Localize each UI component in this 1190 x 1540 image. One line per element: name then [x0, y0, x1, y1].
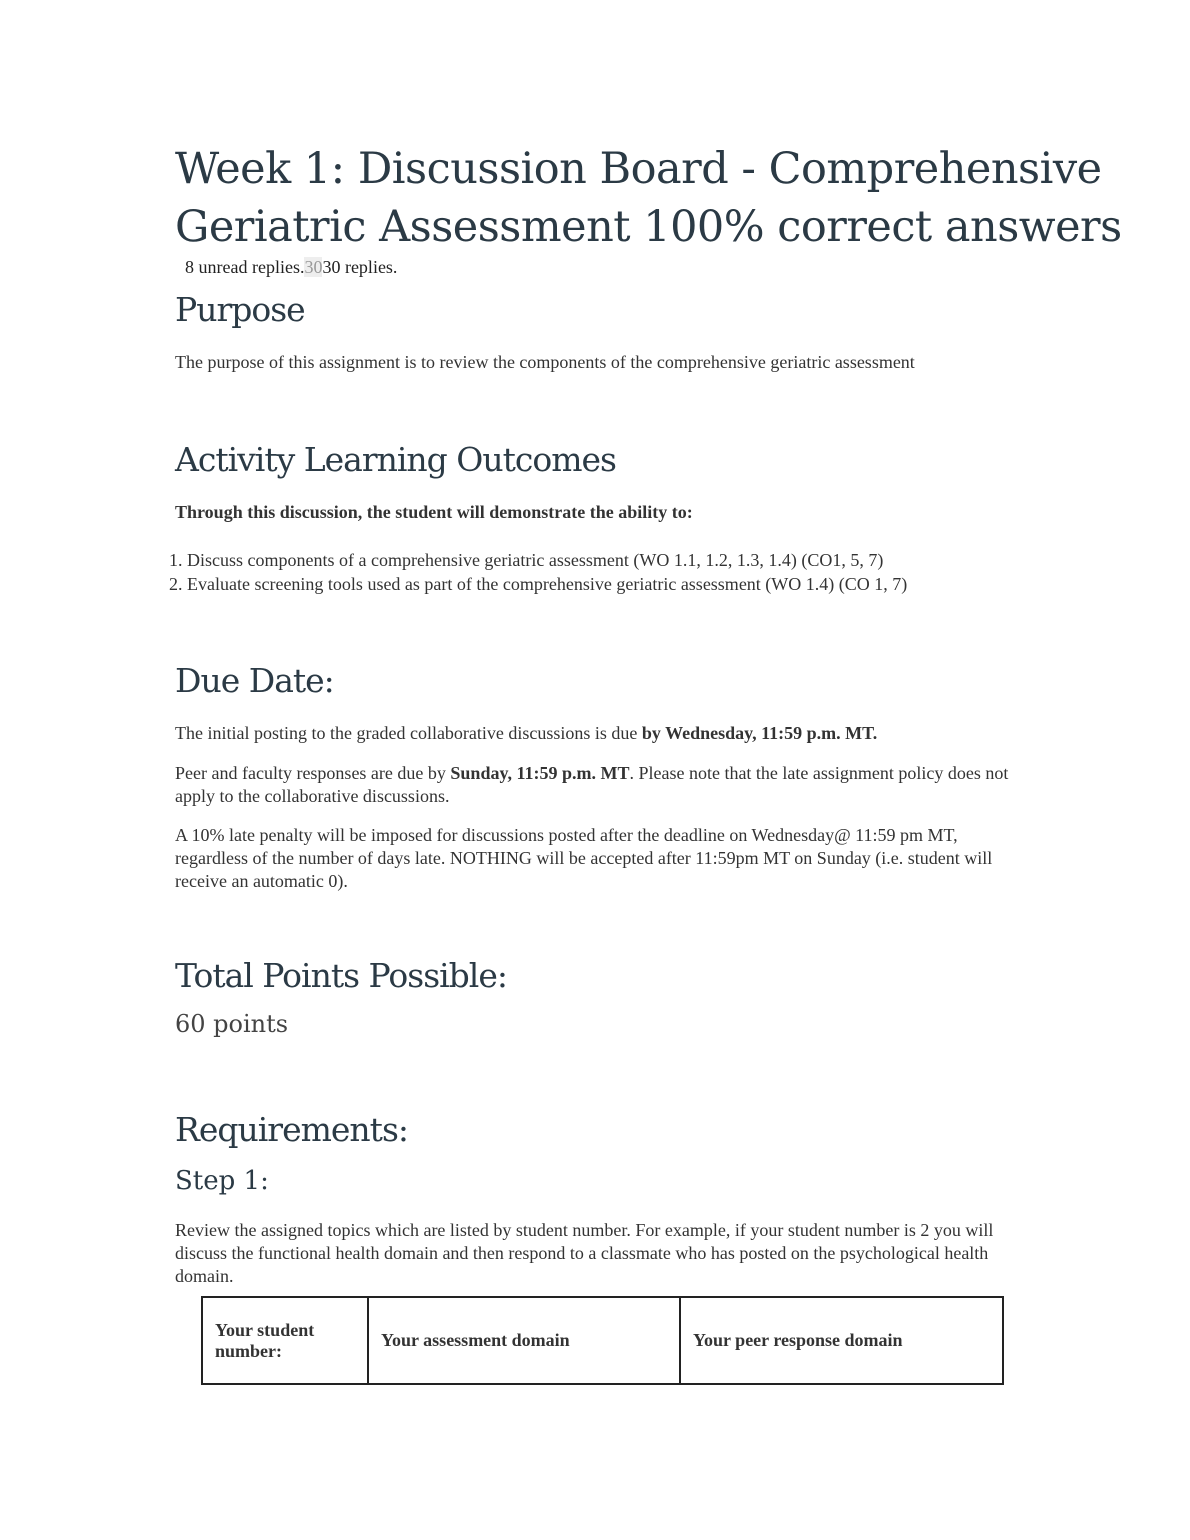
- requirements-heading: Requirements:: [175, 1110, 409, 1149]
- requirements-text: Review the assigned topics which are listed by student number. For example, if your student number is 2 you will discuss the functional health domain and then respond to a classmate who has posted on the psychological health domain.: [175, 1220, 994, 1286]
- text: . Please note that the late assignment policy does not apply to the collaborative discussions.: [175, 763, 1009, 806]
- deadline: Sunday, 11:59 p.m. MT: [450, 763, 630, 783]
- points-value: 60 points: [175, 1010, 289, 1038]
- table-header: Your peer response domain: [680, 1297, 1003, 1384]
- due-peer: [175, 762, 1015, 808]
- unread-replies[interactable]: 8 unread replies.: [185, 257, 305, 277]
- text: Peer and faculty responses are due by: [175, 763, 451, 783]
- purpose-text: The purpose of this assignment is to review the components of the comprehensive geriatric assessment: [175, 352, 915, 372]
- outcomes-intro: Through this discussion, the student will demonstrate the ability to:: [175, 502, 693, 522]
- table-row: [202, 1297, 1003, 1384]
- table-header: Your student number:: [202, 1297, 368, 1384]
- domain-table: [201, 1296, 1004, 1385]
- purpose-heading: Purpose: [175, 290, 305, 329]
- deadline: by Wednesday, 11:59 p.m. MT.: [641, 723, 878, 743]
- list-item: 1. Discuss components of a comprehensive geriatric assessment (WO 1.1, 1.2, 1.3, 1.4) (CO1, 5, 7): [187, 548, 907, 572]
- list-item: 2. Evaluate screening tools used as part of the comprehensive geriatric assessment (WO 1.4) (CO 1, 7): [187, 572, 907, 596]
- page-title: Week 1: Discussion Board - Comprehensive Geriatric Assessment 100% correct answers: [175, 144, 1122, 252]
- due-initial: [175, 722, 1015, 745]
- points-heading: Total Points Possible:: [175, 956, 508, 995]
- text: The initial posting to the graded collaborative discussions is due: [175, 723, 642, 743]
- reply-count: [185, 257, 397, 278]
- reply-highlight: 30: [304, 257, 323, 277]
- table-header: Your assessment domain: [368, 1297, 680, 1384]
- late-penalty: A 10% late penalty will be imposed for discussions posted after the deadline on Wednesday@ 11:59 pm MT, regardless of the number of days late. NOTHING will be accepted after 11:59pm MT on Sunday (i.e. student will receive an automatic 0).: [175, 825, 993, 891]
- step-heading: Step 1:: [175, 1166, 269, 1196]
- total-replies[interactable]: 30 replies.: [322, 257, 398, 277]
- due-heading: Due Date:: [175, 661, 334, 700]
- outcomes-heading: Activity Learning Outcomes: [175, 440, 616, 479]
- outcomes-list: [140, 548, 907, 596]
